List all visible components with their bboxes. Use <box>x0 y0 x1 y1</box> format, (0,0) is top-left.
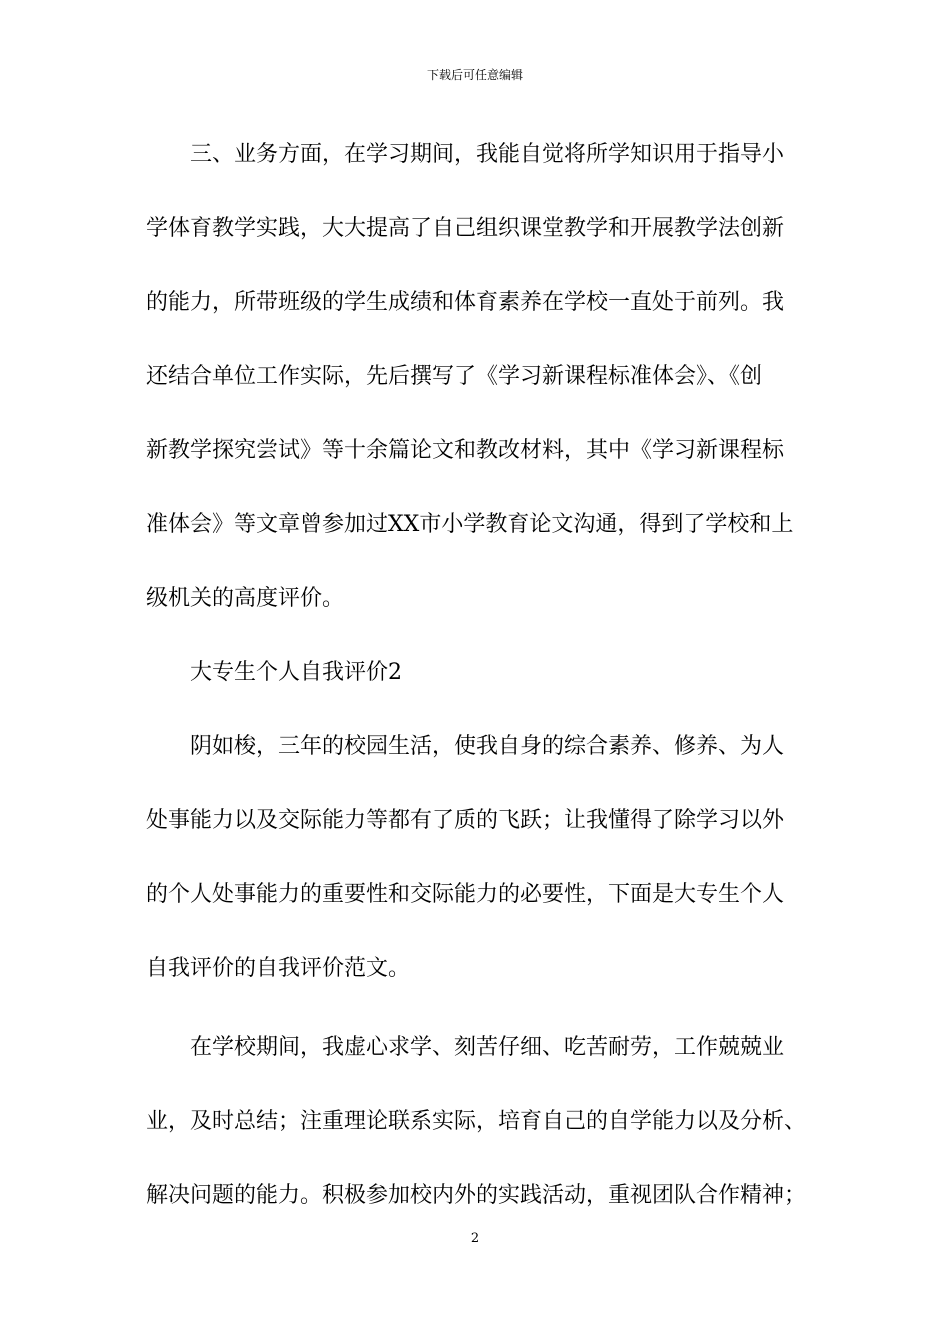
body-line: 级机关的高度评价。 <box>146 586 345 611</box>
body-line: 阴如梭，三年的校园生活，使我自身的综合素养、修养、为人 <box>146 734 785 759</box>
body-line: 在学校期间，我虚心求学、刻苦仔细、吃苦耐劳，工作兢兢业 <box>146 1035 785 1060</box>
body-line: 的能力，所带班级的学生成绩和体育素养在学校一直处于前列。我 <box>146 290 785 315</box>
body-line: 还结合单位工作实际，先后撰写了《学习新课程标准体会》、《创 <box>146 364 763 389</box>
body-line: 解决问题的能力。积极参加校内外的实践活动，重视团队合作精神； <box>146 1183 807 1208</box>
body-line: 新教学探究尝试》等十余篇论文和教改材料，其中《学习新课程标 <box>146 438 785 463</box>
page-number: 2 <box>470 1231 480 1246</box>
body-line: 学体育教学实践，大大提高了自己组织课堂教学和开展教学法创新 <box>146 216 785 241</box>
body-line: 业，及时总结；注重理论联系实际，培育自己的自学能力以及分析、 <box>146 1109 807 1134</box>
body-line: 自我评价的自我评价范文。 <box>146 956 411 981</box>
body-line: 准体会》等文章曾参加过XX市小学教育论文沟通，得到了学校和上 <box>146 512 794 537</box>
body-line: 处事能力以及交际能力等都有了质的飞跃；让我懂得了除学习以外 <box>146 808 785 833</box>
body-line: 三、业务方面，在学习期间，我能自觉将所学知识用于指导小 <box>146 142 785 167</box>
section-heading: 大专生个人自我评价2 <box>146 660 402 685</box>
page-header: 下载后可任意编辑 <box>426 68 523 82</box>
body-line: 的个人处事能力的重要性和交际能力的必要性，下面是大专生个人 <box>146 882 785 907</box>
